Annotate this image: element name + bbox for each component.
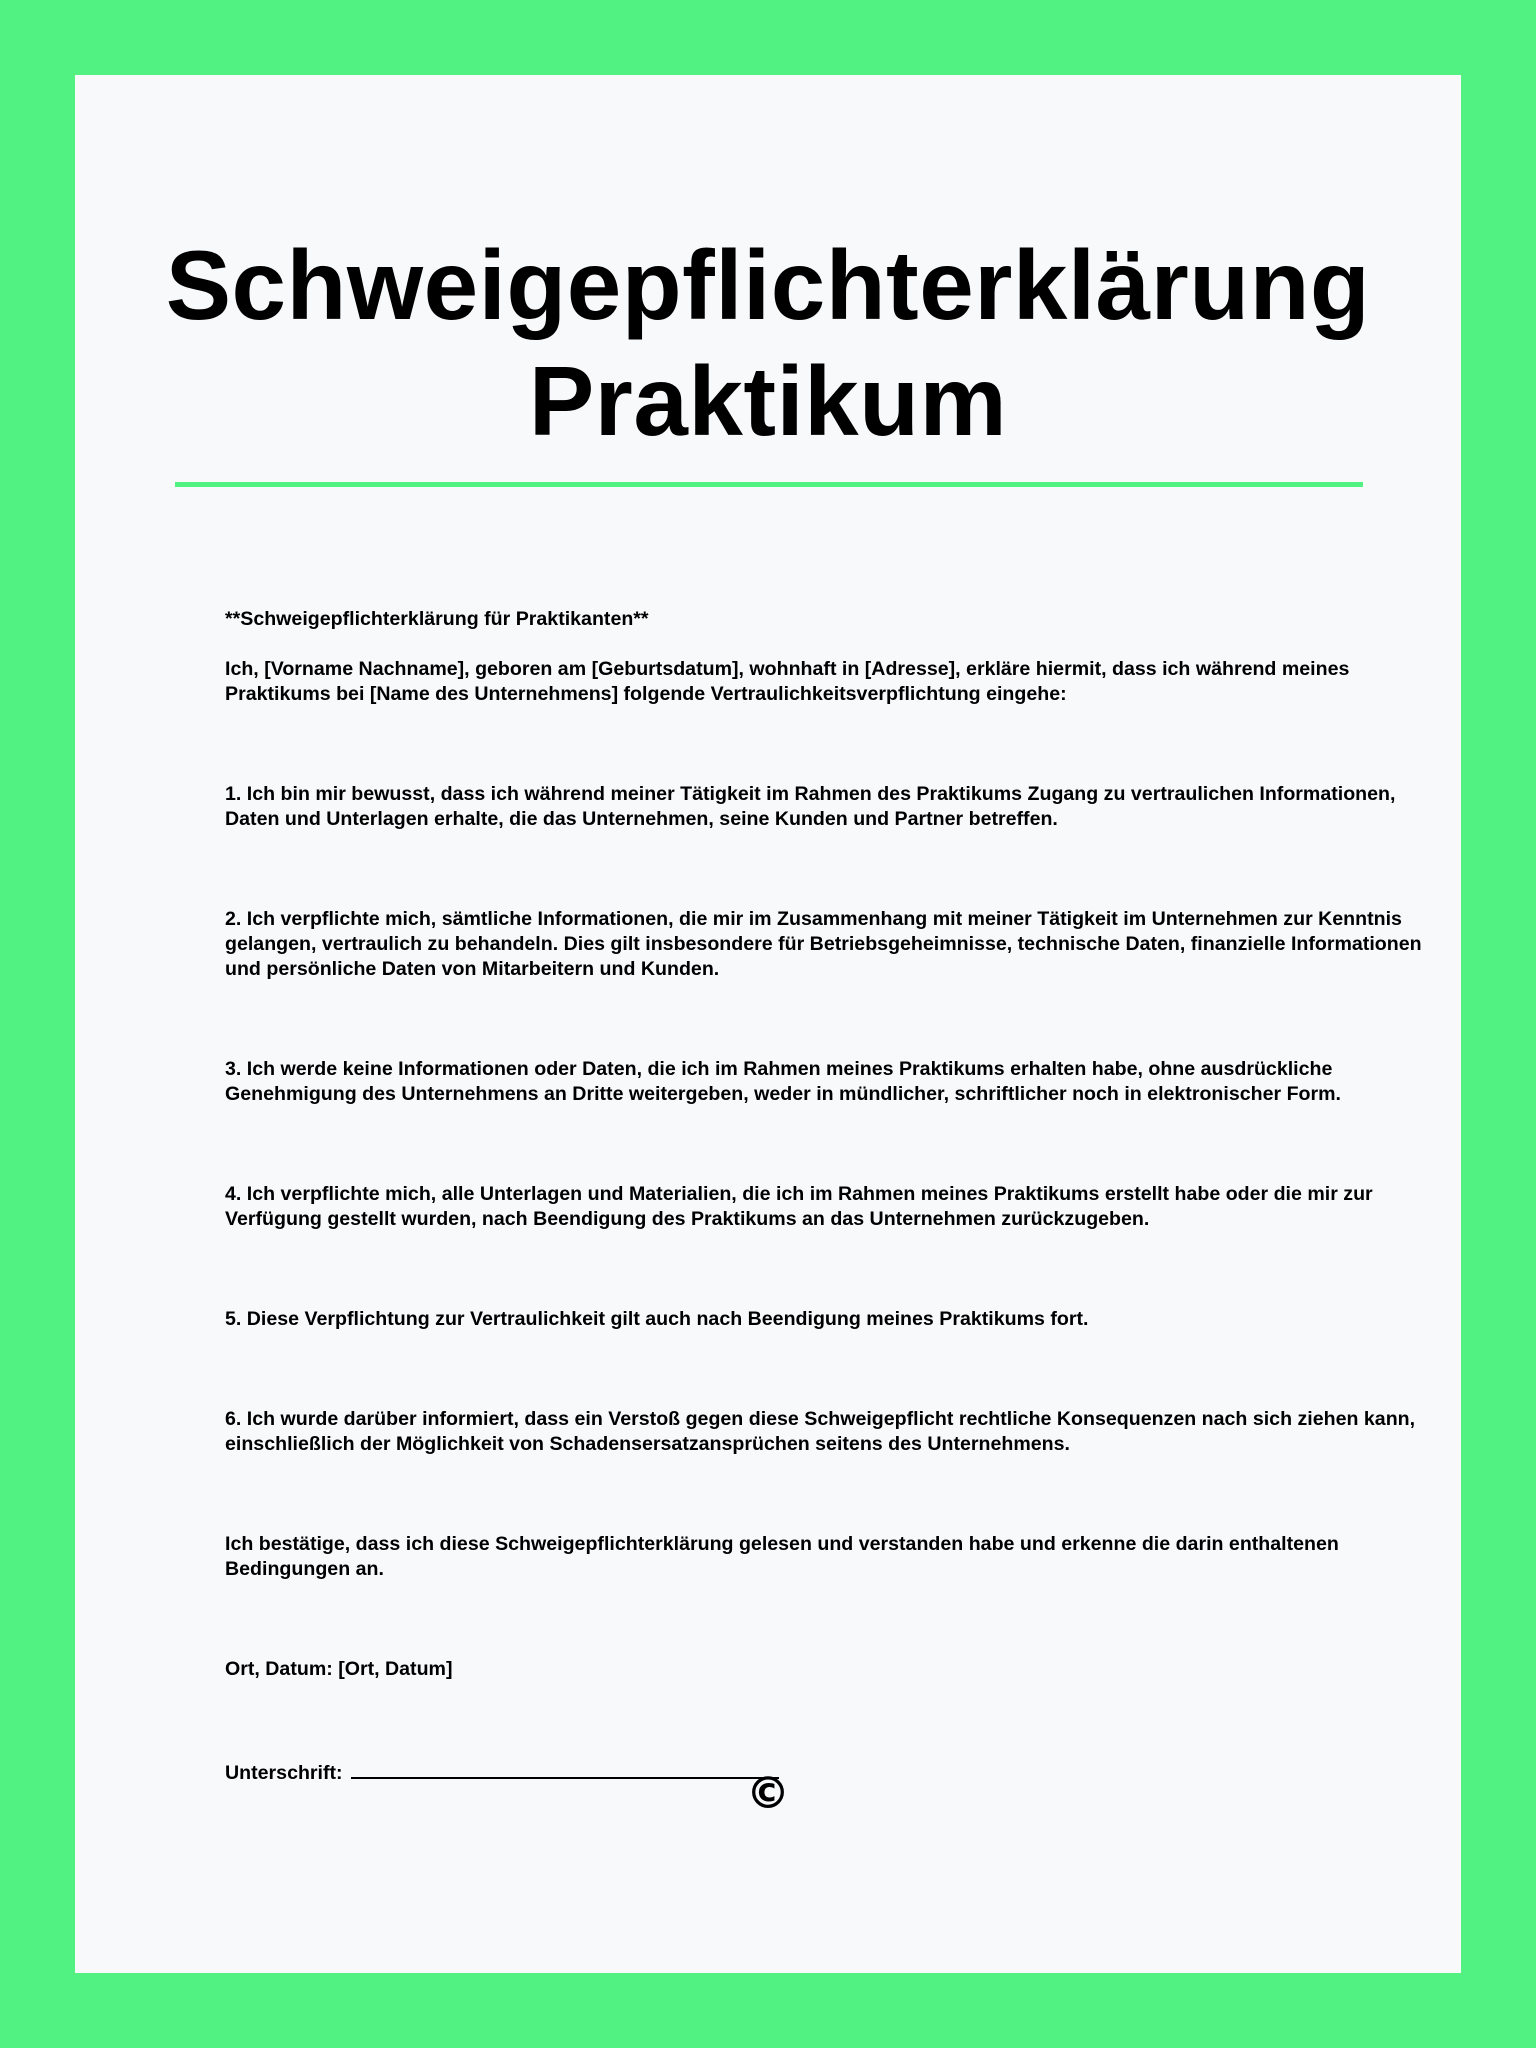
clause-3: 3. Ich werde keine Informationen oder Daten, die ich im Rahmen meines Praktikums erhalten habe, ohne ausdrückliche Genehmigung des Unternehmens an Dritte weitergeben, weder in mündlicher, schriftlicher noch in elektronischer Form.: [225, 1058, 1341, 1105]
clause-4: 4. Ich verpflichte mich, alle Unterlagen und Materialien, die ich im Rahmen meines Praktikums erstellt habe oder die mir zur Verfügung gestellt wurden, nach Beendigung des Praktikums an das Unternehmen zurückzugeben.: [225, 1183, 1373, 1230]
page-title: [75, 227, 1461, 459]
document-page: [75, 75, 1461, 1973]
title-divider: [175, 482, 1363, 487]
document-body: [225, 607, 1445, 1786]
clause-6: 6. Ich wurde darüber informiert, dass ein Verstoß gegen diese Schweigepflicht rechtliche Konsequenzen nach sich ziehen kann, einschließlich der Möglichkeit von Schadensersatzansprüchen seitens des Unternehmens.: [225, 1408, 1416, 1455]
copyright-icon: ©: [746, 1768, 790, 1819]
clause-2: 2. Ich verpflichte mich, sämtliche Informationen, die mir im Zusammenhang mit meiner Tätigkeit im Unternehmen zur Kenntnis gelangen, vertraulich zu behandeln. Dies gilt insbesondere für Betriebsgeheimnisse, technische Daten, finanzielle Informationen und persönliche Daten von Mitarbeitern und Kunden.: [225, 908, 1422, 980]
clause-1: 1. Ich bin mir bewusst, dass ich während meiner Tätigkeit im Rahmen des Praktikums Zugang zu vertraulichen Informationen, Daten und Unterlagen erhalte, die das Unternehmen, seine Kunden und Partner betreffen.: [225, 783, 1396, 830]
clause-5: 5. Diese Verpflichtung zur Vertraulichkeit gilt auch nach Beendigung meines Praktikums fort.: [225, 1308, 1089, 1330]
confirmation-paragraph: Ich bestätige, dass ich diese Schweigepflichterklärung gelesen und verstanden habe und erkenne die darin enthaltenen Bedingungen an.: [225, 1533, 1339, 1580]
title-line-1: Schweigepflichterklärung: [165, 230, 1371, 340]
intro-paragraph: Ich, [Vorname Nachname], geboren am [Geburtsdatum], wohnhaft in [Adresse], erkläre hiermit, dass ich während meines Praktikums bei [Name des Unternehmens] folgende Vertraulichkeitsverpflichtung eingehe:: [225, 658, 1350, 705]
place-date-field: Ort, Datum: [Ort, Datum]: [225, 1658, 453, 1680]
signature-label: Unterschrift:: [225, 1762, 343, 1784]
document-heading: **Schweigepflichterklärung für Praktikanten**: [225, 608, 649, 630]
title-line-2: Praktikum: [528, 346, 1008, 456]
